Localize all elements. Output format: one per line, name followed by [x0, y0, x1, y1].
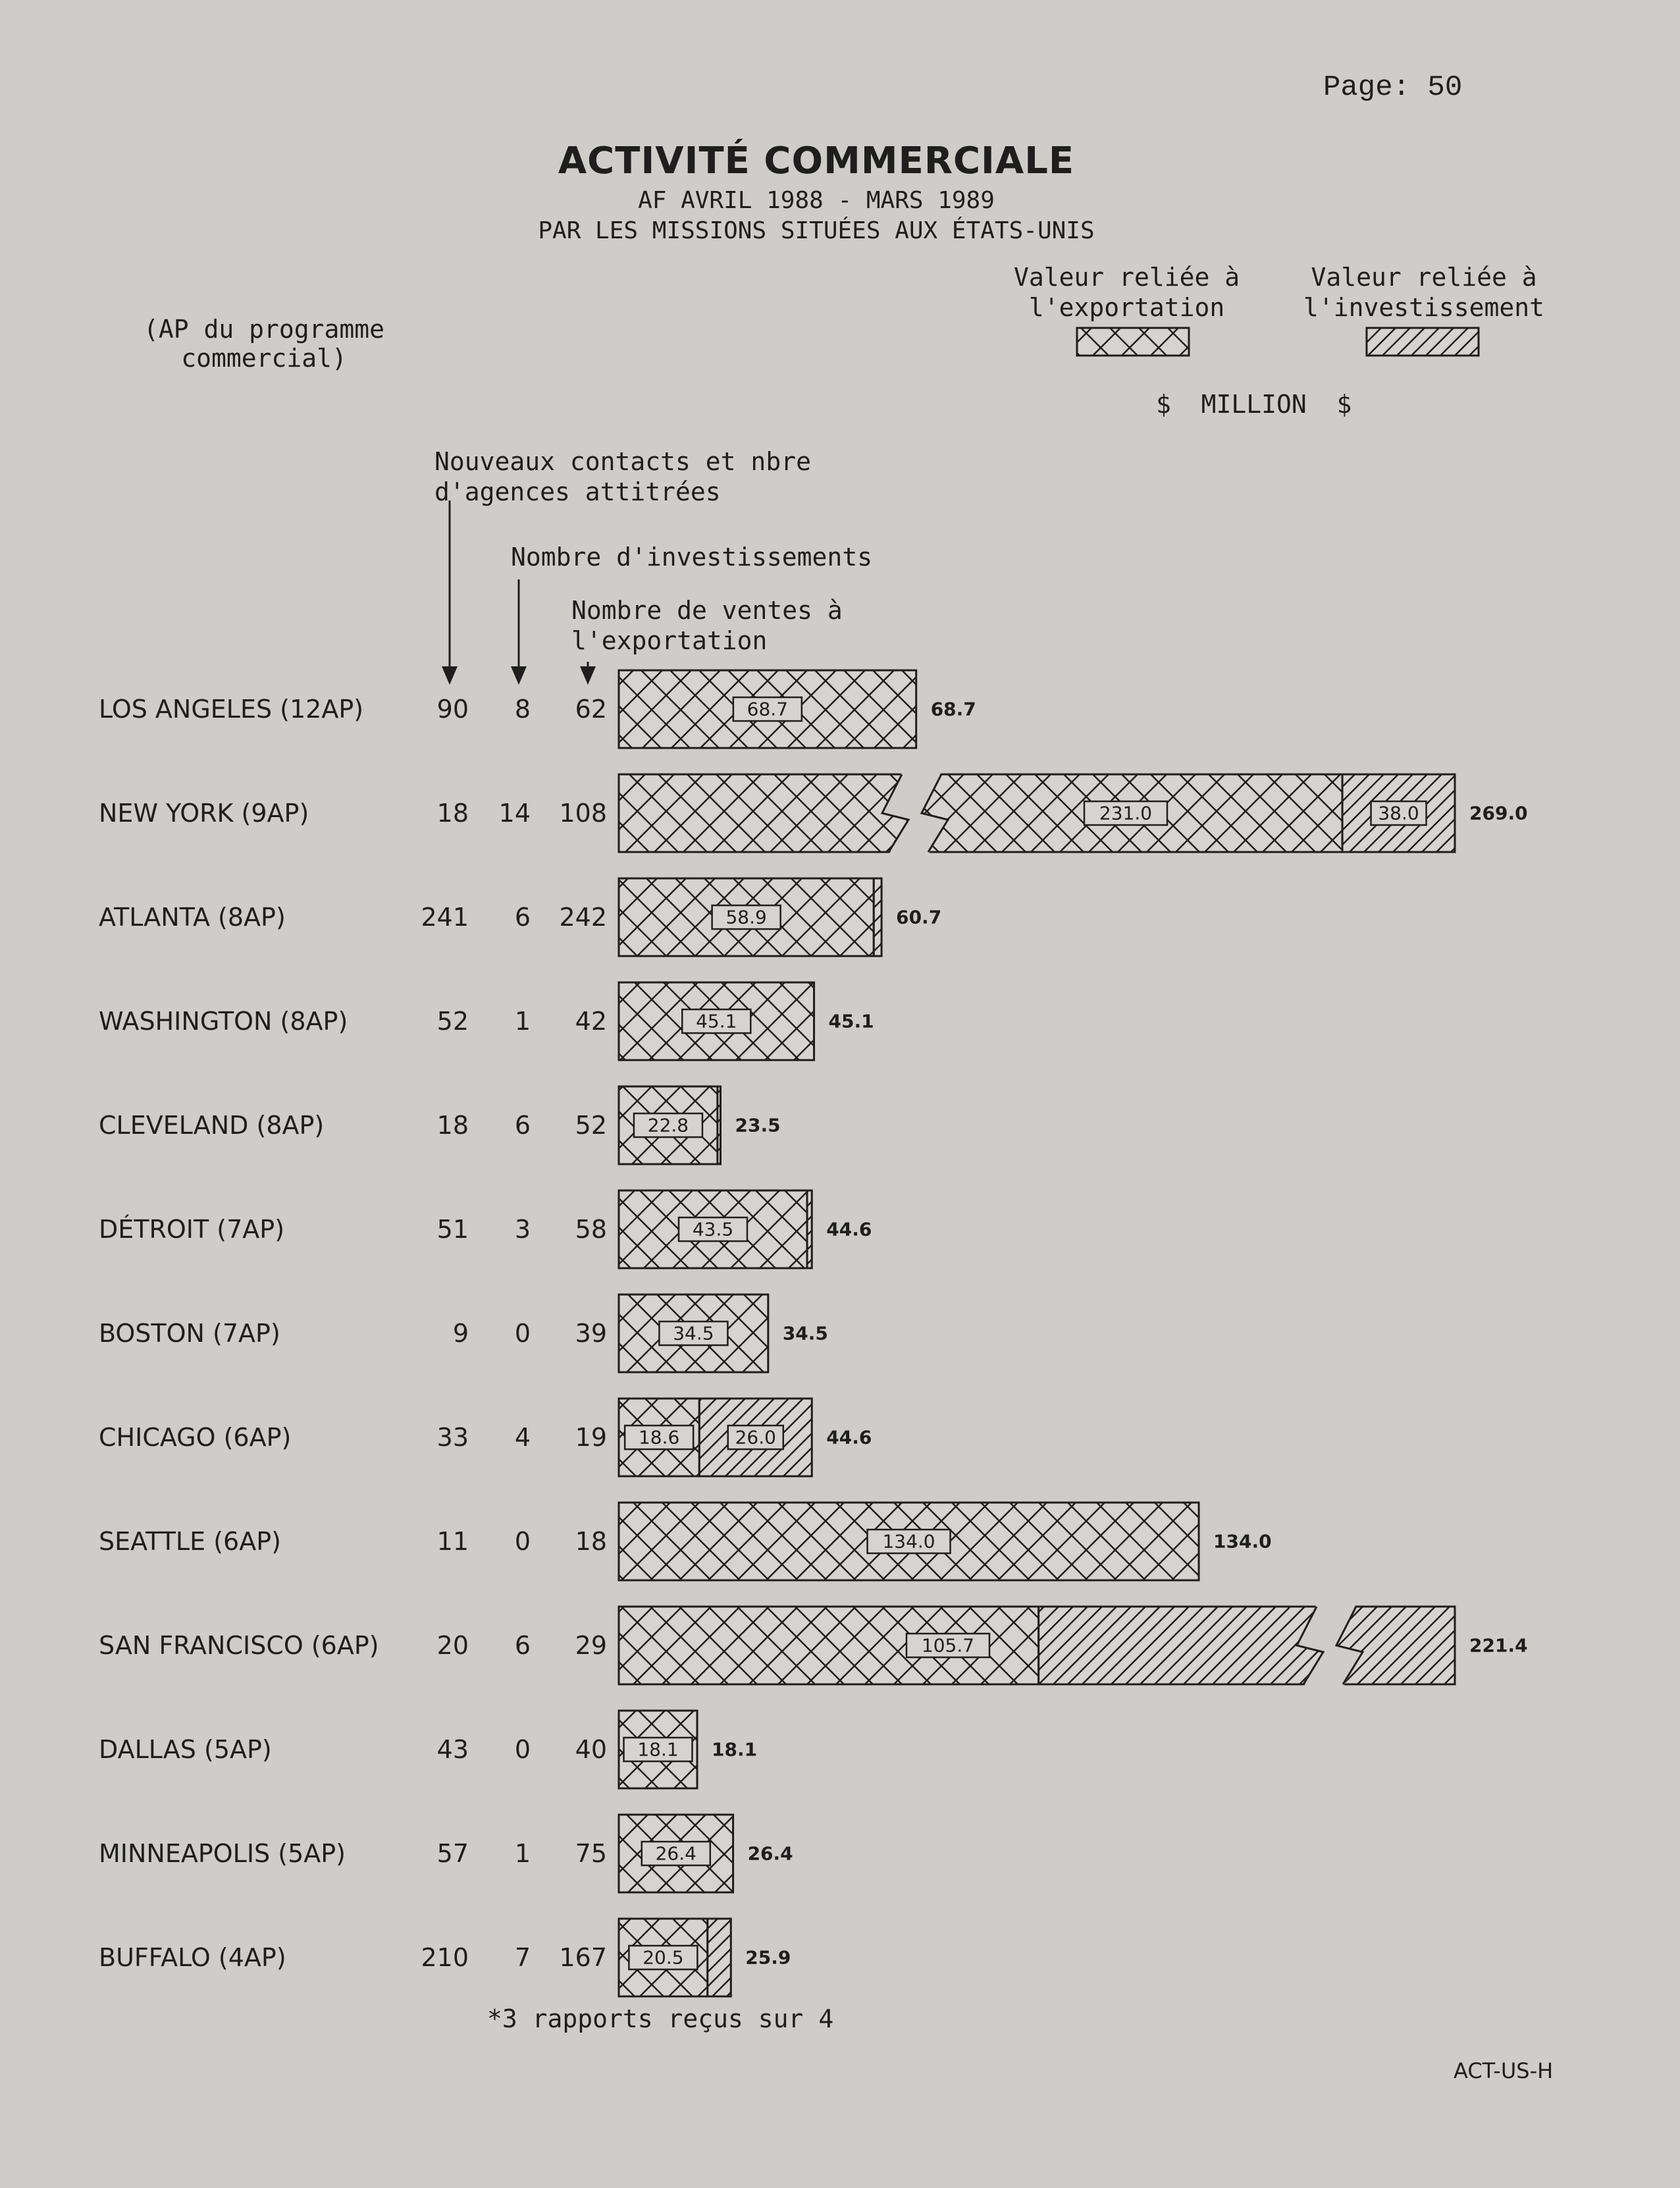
value-export-sales: 58 [575, 1215, 607, 1244]
category-label: SAN FRANCISCO (6AP) [99, 1631, 379, 1660]
category-label: WASHINGTON (8AP) [99, 1007, 348, 1036]
bar-total-label: 269.0 [1469, 802, 1528, 824]
units-label: $ MILLION $ [1156, 390, 1352, 419]
chart-row [99, 1086, 781, 1164]
bar-investment [718, 1086, 721, 1164]
chart-subtitle-period: AF AVRIL 1988 - MARS 1989 [638, 187, 995, 214]
bar-total-label: 44.6 [826, 1426, 872, 1449]
bar-total-label: 68.7 [930, 698, 976, 720]
value-new-contacts: 43 [436, 1735, 469, 1764]
program-note: (AP du programme commercial) [144, 315, 385, 373]
chart-row [99, 1294, 828, 1372]
bar-total-label: 26.4 [747, 1842, 793, 1865]
category-label: LOS ANGELES (12AP) [99, 695, 364, 724]
value-investments: 4 [514, 1423, 531, 1452]
value-export-sales: 18 [575, 1527, 607, 1556]
bar-label-export: 45.1 [696, 1010, 737, 1032]
value-export-sales: 167 [559, 1943, 607, 1972]
chart-row [99, 772, 1528, 855]
category-label: NEW YORK (9AP) [99, 799, 309, 828]
chart-row [99, 1815, 793, 1892]
bar-total-label: 34.5 [782, 1322, 828, 1345]
value-investments: 14 [498, 799, 531, 828]
bar-label-export: 231.0 [1099, 802, 1153, 824]
value-export-sales: 242 [559, 903, 607, 932]
legend-export-label: Valeur reliée à l'exportation [1014, 263, 1240, 322]
value-new-contacts: 51 [436, 1215, 469, 1244]
value-new-contacts: 210 [421, 1943, 469, 1972]
value-investments: 8 [514, 695, 531, 724]
bar-label-export: 18.6 [638, 1426, 680, 1449]
chart-row [99, 670, 976, 748]
chart-title: ACTIVITÉ COMMERCIALE [558, 140, 1075, 182]
value-new-contacts: 52 [436, 1007, 469, 1036]
value-investments: 7 [514, 1943, 531, 1972]
bar-label-export: 105.7 [921, 1634, 975, 1657]
value-export-sales: 108 [559, 799, 607, 828]
value-export-sales: 19 [575, 1423, 607, 1452]
chart-row [99, 1190, 872, 1268]
bar-label-export: 134.0 [882, 1530, 935, 1553]
category-label: SEATTLE (6AP) [99, 1527, 281, 1556]
value-new-contacts: 9 [452, 1319, 469, 1348]
value-investments: 6 [514, 1631, 531, 1660]
value-export-sales: 39 [575, 1319, 607, 1348]
category-label: DÉTROIT (7AP) [99, 1215, 285, 1244]
value-investments: 1 [514, 1007, 531, 1036]
chart-row [99, 1399, 872, 1476]
bar-label-export: 18.1 [637, 1738, 679, 1761]
bar-label-export: 68.7 [747, 698, 789, 720]
arrow-export-sales [580, 662, 596, 685]
category-label: CHICAGO (6AP) [99, 1423, 292, 1452]
value-new-contacts: 20 [436, 1631, 469, 1660]
value-investments: 6 [514, 903, 531, 932]
category-label: MINNEAPOLIS (5AP) [99, 1839, 346, 1868]
value-new-contacts: 90 [436, 695, 469, 724]
bar-total-label: 45.1 [828, 1010, 874, 1032]
value-export-sales: 42 [575, 1007, 607, 1036]
bar-investment [708, 1919, 731, 1996]
category-label: CLEVELAND (8AP) [99, 1111, 325, 1140]
bar-total-label: 221.4 [1469, 1634, 1528, 1657]
bar-label-export: 22.8 [647, 1114, 689, 1136]
column-header-investments: Nombre d'investissements [511, 543, 873, 572]
bar-total-label: 18.1 [712, 1738, 758, 1761]
chart-subtitle-scope: PAR LES MISSIONS SITUÉES AUX ÉTATS-UNIS [538, 217, 1095, 244]
legend-swatch-export [1077, 328, 1189, 356]
document-code: ACT-US-H [1454, 2058, 1554, 2083]
category-label: ATLANTA (8AP) [99, 903, 286, 932]
bar-label-export: 43.5 [692, 1218, 734, 1241]
value-investments: 0 [514, 1735, 531, 1764]
value-new-contacts: 33 [436, 1423, 469, 1452]
column-header-contacts: Nouveaux contacts et nbre d'agences attitrées [434, 447, 811, 506]
value-export-sales: 75 [575, 1839, 607, 1868]
value-investments: 6 [514, 1111, 531, 1140]
value-new-contacts: 18 [436, 1111, 469, 1140]
arrow-investments [511, 579, 527, 685]
value-investments: 0 [514, 1319, 531, 1348]
bar-total-label: 23.5 [735, 1114, 781, 1136]
bar-label-export: 34.5 [673, 1322, 714, 1345]
value-new-contacts: 57 [436, 1839, 469, 1868]
value-investments: 0 [514, 1527, 531, 1556]
page-number: Page: 50 [1323, 71, 1463, 104]
bar-total-label: 134.0 [1213, 1530, 1272, 1553]
bar-investment [1039, 1607, 1455, 1684]
bar-investment [807, 1190, 812, 1268]
chart-row [99, 1604, 1528, 1687]
footnote: *3 rapports reçus sur 4 [487, 2004, 834, 2033]
bar-total-label: 60.7 [896, 906, 942, 928]
value-new-contacts: 241 [421, 903, 469, 932]
chart-row [99, 1919, 791, 1996]
bar-label-investment: 38.0 [1378, 802, 1419, 824]
category-label: BUFFALO (4AP) [99, 1943, 286, 1972]
value-new-contacts: 11 [436, 1527, 469, 1556]
bar-total-label: 44.6 [826, 1218, 872, 1241]
bar-label-investment: 26.0 [735, 1426, 776, 1449]
legend-investment-label: Valeur reliée à l'investissement [1303, 263, 1545, 322]
chart-row [99, 1503, 1272, 1580]
value-export-sales: 62 [575, 695, 607, 724]
category-label: DALLAS (5AP) [99, 1735, 272, 1764]
value-export-sales: 52 [575, 1111, 607, 1140]
bar-label-export: 58.9 [725, 906, 767, 928]
bar-label-export: 26.4 [655, 1842, 696, 1865]
value-export-sales: 40 [575, 1735, 607, 1764]
value-investments: 1 [514, 1839, 531, 1868]
bar-investment [874, 878, 881, 956]
legend-swatch-investment [1367, 328, 1479, 356]
chart-row [99, 982, 874, 1060]
bar-total-label: 25.9 [745, 1946, 791, 1969]
arrow-contacts [442, 500, 458, 685]
chart-row [99, 1711, 757, 1788]
column-header-export-sales: Nombre de ventes à l'exportation [571, 596, 843, 655]
value-new-contacts: 18 [436, 799, 469, 828]
bar-export [619, 774, 1342, 852]
bar-label-export: 20.5 [643, 1946, 684, 1969]
chart-row [99, 878, 941, 956]
value-export-sales: 29 [575, 1631, 607, 1660]
category-label: BOSTON (7AP) [99, 1319, 280, 1348]
value-investments: 3 [514, 1215, 531, 1244]
